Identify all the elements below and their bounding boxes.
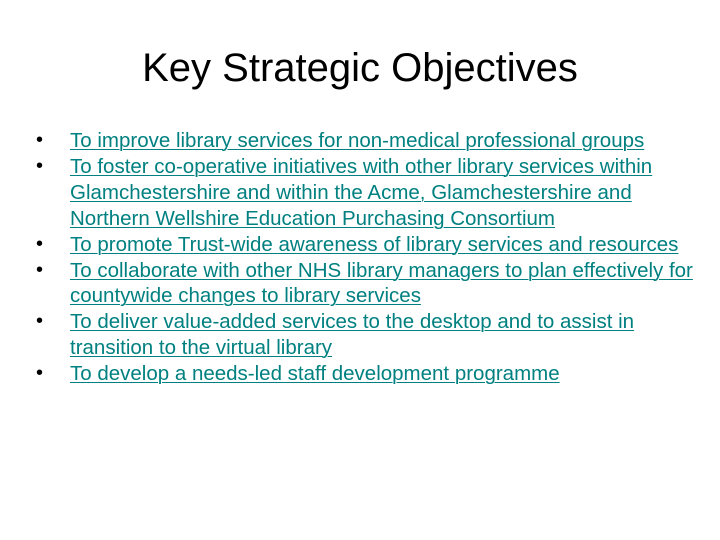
objective-item — [36, 232, 696, 258]
bullet-icon: • — [36, 129, 44, 151]
objective-link[interactable]: To improve library services for non-medical professional groups — [70, 129, 645, 152]
bullet-icon: • — [36, 154, 44, 177]
bullet-icon: • — [36, 310, 44, 333]
objective-link[interactable]: To collaborate with other NHS library managers to plan effectively for countywide changes to library services — [70, 258, 693, 308]
objective-link[interactable]: To foster co-operative initiatives with other library services within Glamchestershire and within the Acme, Glamchestershire and Northern Wellshire Education Purchasing Consortium — [70, 154, 653, 230]
objectives-list — [36, 128, 696, 387]
bullet-icon: • — [36, 258, 44, 281]
objective-item — [36, 361, 696, 387]
bullet-icon: • — [36, 232, 44, 255]
objective-link[interactable]: To develop a needs-led staff development programme — [70, 362, 560, 386]
objective-item — [36, 154, 696, 232]
objective-item — [36, 309, 696, 361]
slide-title: Key Strategic Objectives — [142, 46, 578, 90]
bullet-icon: • — [36, 362, 44, 385]
objective-link[interactable]: To promote Trust-wide awareness of library services and resources — [70, 232, 679, 256]
objective-item — [36, 128, 696, 154]
objective-link[interactable]: To deliver value-added services to the desktop and to assist in transition to the virtual library — [70, 310, 635, 360]
objective-item — [36, 258, 696, 310]
